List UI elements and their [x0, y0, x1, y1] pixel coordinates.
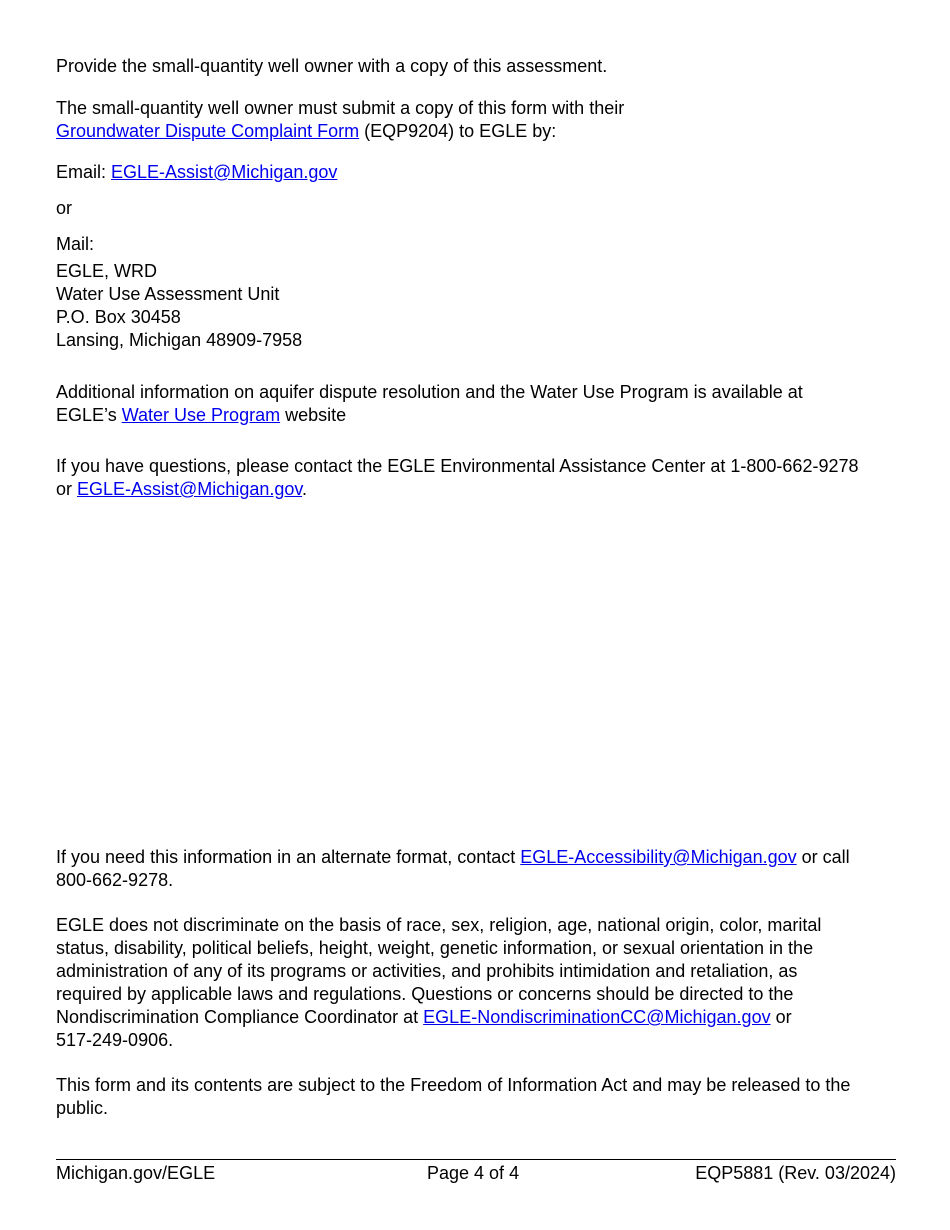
submit-line-1: The small-quantity well owner must submit a copy of this form with their: [56, 98, 625, 118]
nondiscrimination-line-1: EGLE does not discriminate on the basis of race, sex, religion, age, national origin, color, marital: [56, 915, 822, 935]
additional-info-line-1: Additional information on aquifer dispute resolution and the Water Use Program is available at: [56, 382, 803, 402]
accessibility-line-2: 800-662-9278.: [56, 870, 174, 890]
nondiscrimination-suffix: or: [770, 1007, 792, 1027]
questions-line-2: [56, 478, 859, 501]
questions-suffix: .: [302, 479, 308, 499]
questions-email-link[interactable]: EGLE-Assist@Michigan.gov: [77, 479, 303, 499]
accessibility-email-link[interactable]: EGLE-Accessibility@Michigan.gov: [520, 847, 797, 867]
additional-info-prefix: EGLE’s: [56, 405, 122, 425]
nondiscrimination-email-link[interactable]: EGLE-NondiscriminationCC@Michigan.gov: [423, 1007, 771, 1027]
nondiscrimination-prefix: Nondiscrimination Compliance Coordinator at: [56, 1007, 424, 1027]
nondiscrimination-notice: [56, 914, 821, 1052]
foia-notice: [56, 1074, 850, 1120]
nondiscrimination-line-2: status, disability, political beliefs, height, weight, genetic information, or sexual orientation in the: [56, 938, 814, 958]
accessibility-line-1: [56, 846, 850, 869]
additional-info-suffix: website: [280, 405, 347, 425]
questions-prefix: or: [56, 479, 78, 499]
email-line: [56, 161, 337, 184]
additional-info: [56, 381, 803, 427]
submit-line-2-suffix: (EQP9204) to EGLE by:: [359, 121, 557, 141]
foia-line-2: public.: [56, 1098, 109, 1118]
additional-info-line-2: [56, 404, 803, 427]
complaint-form-link[interactable]: Groundwater Dispute Complaint Form: [56, 121, 360, 141]
accessibility-prefix: If you need this information in an alternate format, contact: [56, 847, 521, 867]
submit-instructions: [56, 97, 624, 143]
mail-address-line: Water Use Assessment Unit: [56, 284, 280, 304]
mail-address-line: P.O. Box 30458: [56, 307, 181, 327]
footer-website: Michigan.gov/EGLE: [56, 1163, 216, 1183]
foia-line-1: This form and its contents are subject to the Freedom of Information Act and may be released to the: [56, 1075, 851, 1095]
mail-address-line: EGLE, WRD: [56, 261, 158, 281]
footer-page-number: Page 4 of 4: [427, 1163, 520, 1183]
page-footer: [56, 1162, 896, 1185]
footer-divider: [56, 1159, 896, 1160]
water-use-program-link[interactable]: Water Use Program: [121, 405, 281, 425]
accessibility-suffix: or call: [796, 847, 850, 867]
nondiscrimination-line-6: 517-249-0906.: [56, 1030, 174, 1050]
questions-line-1: If you have questions, please contact the EGLE Environmental Assistance Center at 1-800-662-9278: [56, 456, 859, 476]
or-text: or: [56, 198, 73, 218]
mail-label: Mail:: [56, 234, 95, 254]
provide-copy-text: Provide the small-quantity well owner with a copy of this assessment.: [56, 56, 608, 76]
email-assist-link[interactable]: EGLE-Assist@Michigan.gov: [111, 162, 338, 182]
nondiscrimination-line-3: administration of any of its programs or activities, and prohibits intimidation and retaliation, as: [56, 961, 798, 981]
footer-form-id: EQP5881 (Rev. 03/2024): [695, 1163, 896, 1183]
accessibility-notice: [56, 846, 850, 892]
nondiscrimination-line-4: required by applicable laws and regulations. Questions or concerns should be directed to the: [56, 984, 794, 1004]
submit-line-2: [56, 120, 624, 143]
mail-address-line: Lansing, Michigan 48909-7958: [56, 330, 303, 350]
email-label: Email:: [56, 162, 112, 182]
nondiscrimination-line-5: [56, 1006, 821, 1029]
mail-address: [56, 260, 302, 352]
questions-contact: [56, 455, 859, 501]
